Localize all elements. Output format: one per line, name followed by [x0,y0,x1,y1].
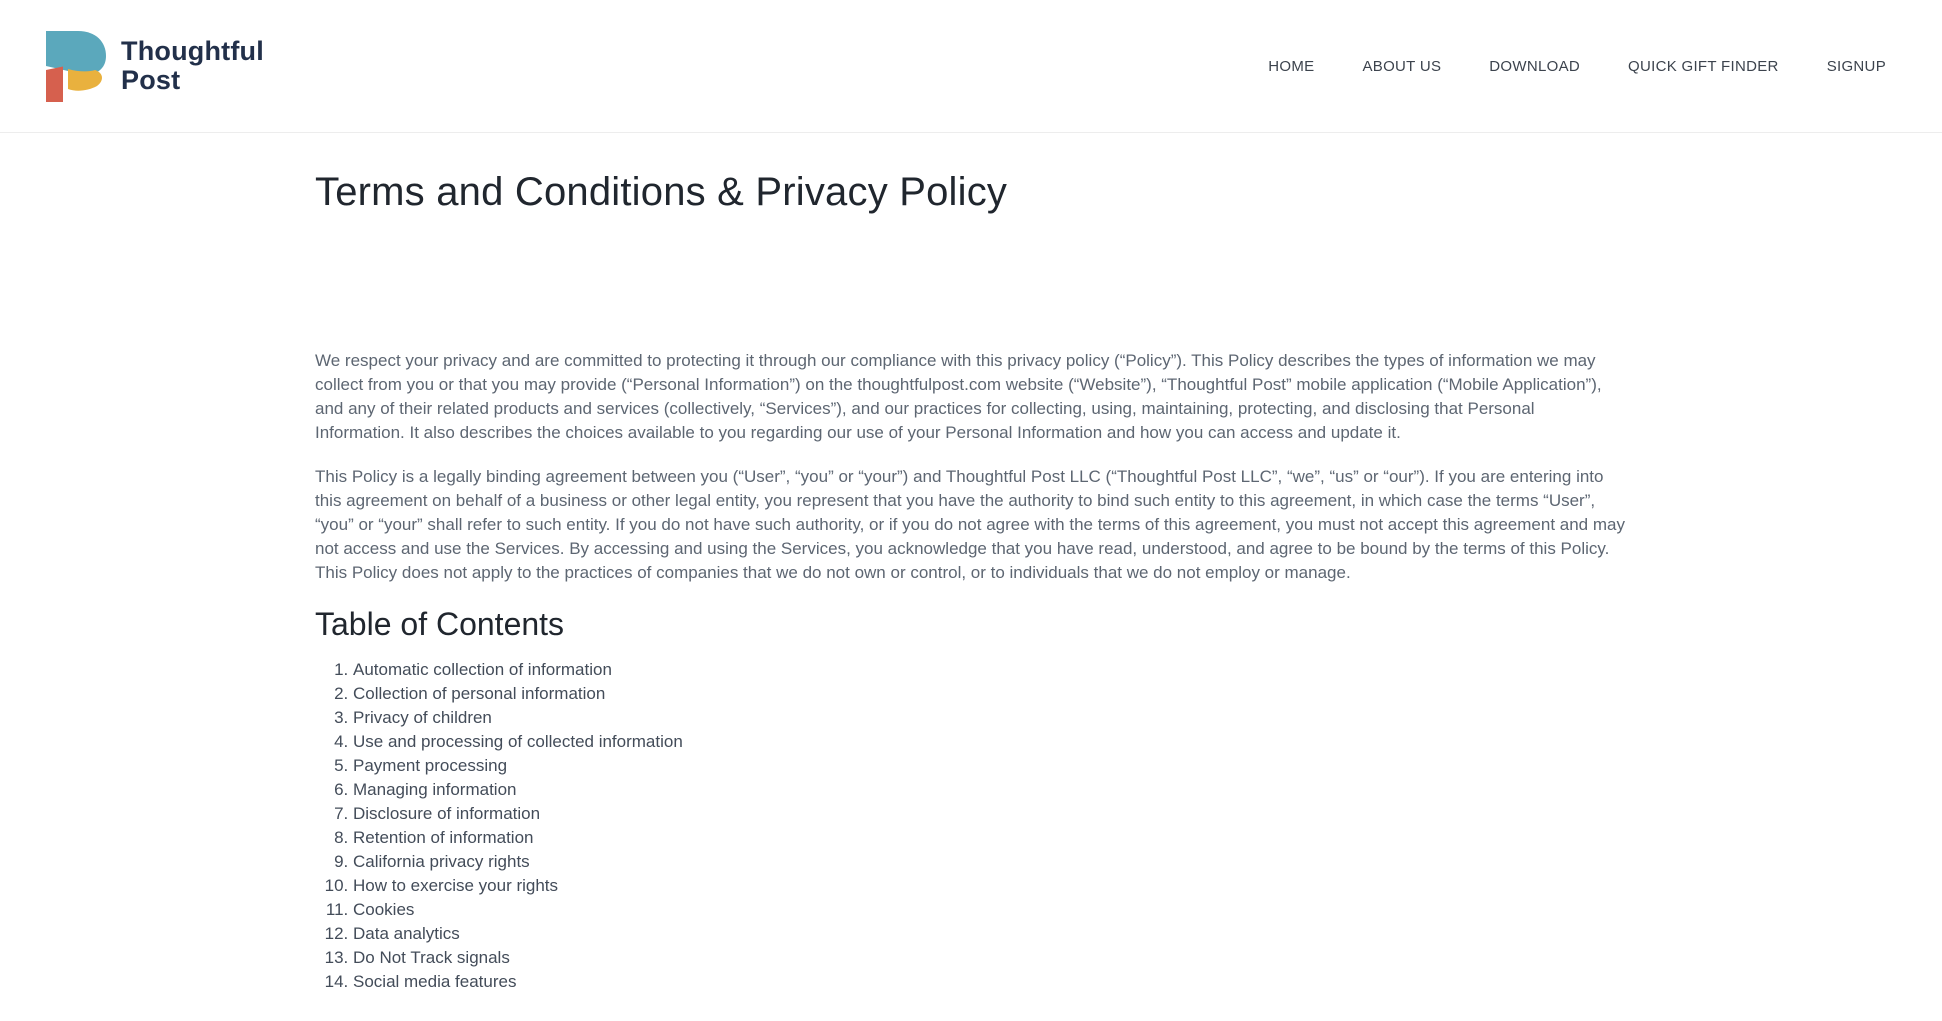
nav-link-home[interactable]: HOME [1268,57,1315,75]
main-nav [1268,58,1886,75]
thoughtful-post-logo-icon [40,28,108,104]
toc-item-use-and-processing[interactable]: 4. Use and processing of collected information [353,730,1627,754]
main-content [315,133,1627,994]
page-title: Terms and Conditions & Privacy Policy [315,170,1008,214]
toc-item-do-not-track[interactable]: 13. Do Not Track signals [353,946,1627,970]
toc-item-personal-information[interactable]: 2. Collection of personal information [353,682,1627,706]
toc-item-payment-processing[interactable]: 5. Payment processing [353,754,1627,778]
nav-link-download[interactable]: DOWNLOAD [1489,57,1581,75]
toc-heading: Table of Contents [315,606,565,642]
table-of-contents [315,658,1627,994]
toc-item-retention-of-information[interactable]: 8. Retention of information [353,826,1627,850]
logo[interactable] [40,28,264,104]
brand-line2: Post [121,65,181,95]
toc-item-managing-information[interactable]: 6. Managing information [353,778,1627,802]
site-header [0,0,1942,133]
toc-item-cookies[interactable]: 11. Cookies [353,898,1627,922]
policy-paragraph-1: We respect your privacy and are committed to protecting it through our compliance with this privacy policy (“Policy”). This Policy describes the types of information we may collect from you or that you may provide (“Personal Information”) on the thoughtfulpost.com website (“Website”), “Thoughtful Post” mobile application (“Mobile Application”), and any of their related products and services (collectively, “Services”), and our practices for collecting, using, maintaining, protecting, and disclosing that Personal Information. It also describes the choices available to you regarding our use of your Personal Information and how you can access and update it. [315,351,1602,442]
policy-paragraph-2: This Policy is a legally binding agreement between you (“User”, “you” or “your”) and Thoughtful Post LLC (“Thoughtful Post LLC”, “we”, “us” or “our”). If you are entering into this agreement on behalf of a business or other legal entity, you represent that you have the authority to bind such entity to this agreement, in which case the terms “User”, “you” or “your” shall refer to such entity. If you do not have such authority, or if you do not agree with the terms of this agreement, you must not accept this agreement and may not access and use the Services. By accessing and using the Services, you acknowledge that you have read, understood, and agree to be bound by the terms of this Policy. This Policy does not apply to the practices of companies that we do not own or control, or to individuals that we do not employ or manage. [315,467,1625,582]
toc-item-privacy-of-children[interactable]: 3. Privacy of children [353,706,1627,730]
toc-item-automatic-collection[interactable]: 1. Automatic collection of information [353,658,1627,682]
toc-item-disclosure-of-information[interactable]: 7. Disclosure of information [353,802,1627,826]
toc-item-california-privacy-rights[interactable]: 9. California privacy rights [353,850,1627,874]
nav-link-quick-gift-finder[interactable]: QUICK GIFT FINDER [1628,57,1779,75]
toc-item-social-media-features[interactable]: 14. Social media features [353,970,1627,994]
nav-link-about-us[interactable]: ABOUT US [1362,57,1442,75]
nav-link-signup[interactable]: SIGNUP [1826,57,1886,75]
toc-item-exercise-your-rights[interactable]: 10. How to exercise your rights [353,874,1627,898]
brand-name [121,37,264,95]
toc-item-data-analytics[interactable]: 12. Data analytics [353,922,1627,946]
brand-line1: Thoughtful [121,36,264,67]
